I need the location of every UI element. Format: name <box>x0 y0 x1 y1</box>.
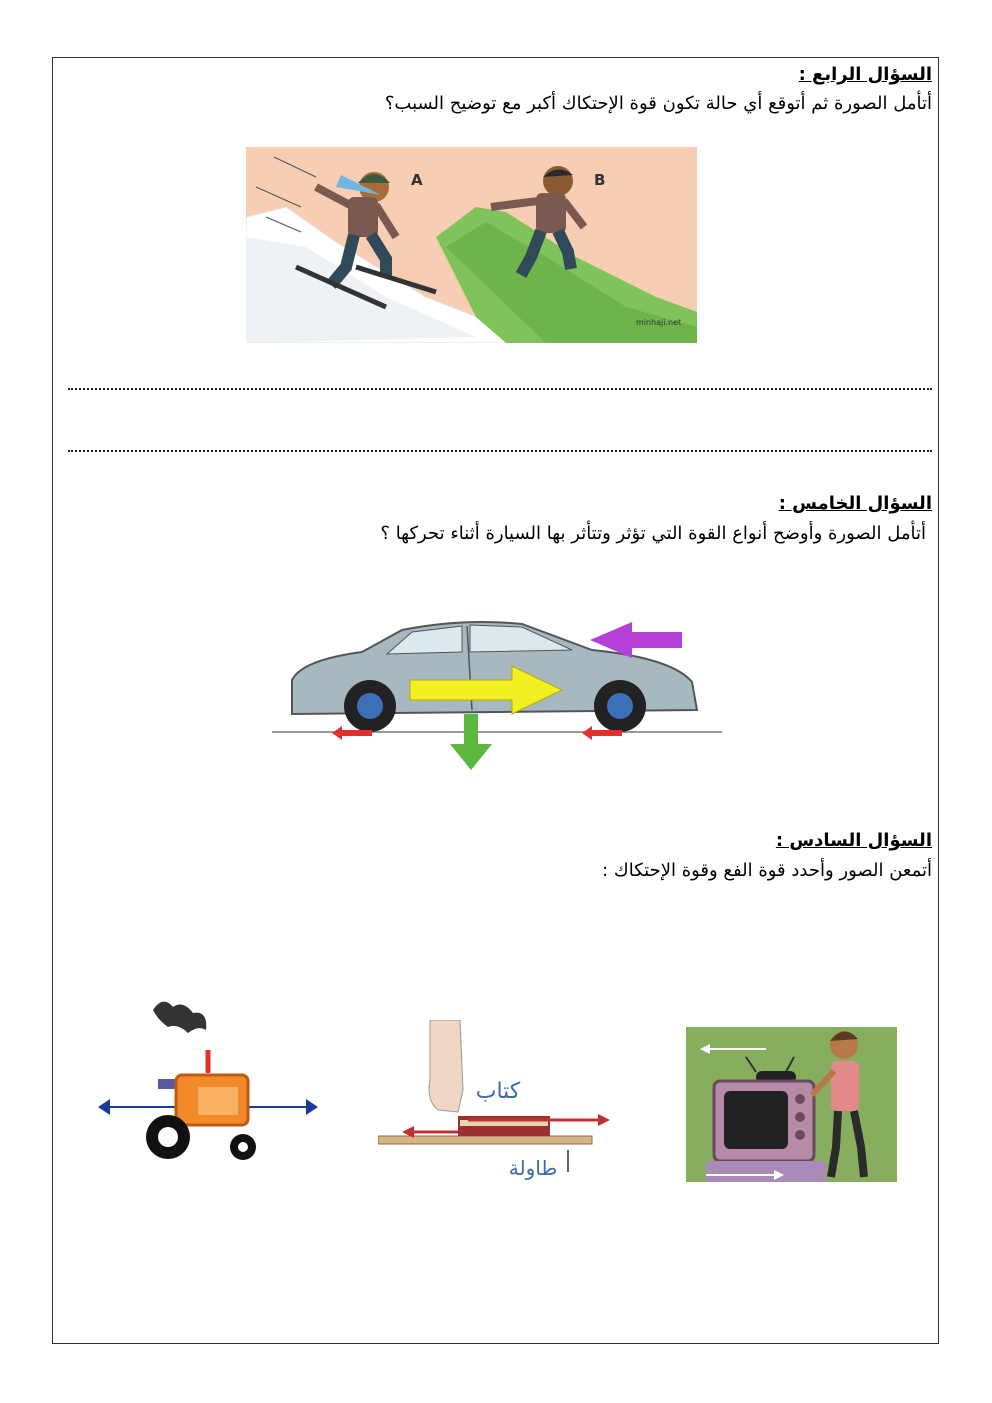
book-label: كتاب <box>475 1079 521 1104</box>
car-forces-illustration <box>272 610 722 775</box>
question-4-text: أتأمل الصورة ثم أتوقع أي حالة تكون قوة الإحتكاك أكبر مع توضيح السبب؟ <box>384 93 932 114</box>
answer-line-2 <box>68 448 932 452</box>
question-5-text: أتأمل الصورة وأوضح أنواع القوة التي تؤثر وتتأثر بها السيارة أثناء تحركها ؟ <box>380 523 926 544</box>
label-b: B <box>594 171 606 189</box>
question-5-title: السؤال الخامس : <box>778 493 932 514</box>
book-on-table-illustration <box>378 1020 610 1185</box>
question-4-title: السؤال الرابع : <box>798 64 932 85</box>
label-a: A <box>411 171 423 189</box>
answer-line-1 <box>68 386 932 390</box>
question-6-title: السؤال السادس : <box>775 830 932 851</box>
table-label: طاولة <box>508 1156 558 1180</box>
tractor-illustration <box>98 995 318 1170</box>
question-6-text: أتمعن الصور وأحدد قوة الفع وقوة الإحتكاك : <box>602 860 932 881</box>
pushing-tv-illustration <box>686 1027 897 1182</box>
skier-vs-grass-illustration <box>246 147 697 343</box>
watermark: minhaji.net <box>636 318 682 327</box>
